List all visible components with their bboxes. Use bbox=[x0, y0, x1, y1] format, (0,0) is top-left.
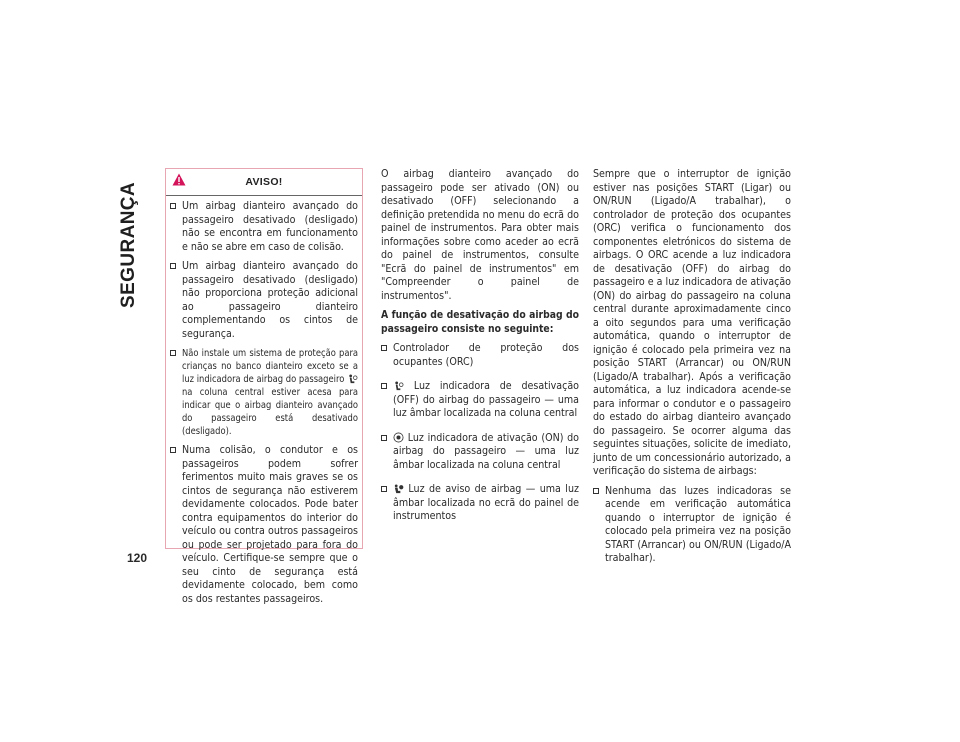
text-column-2 bbox=[381, 168, 579, 535]
list-item: Luz indicadora de ativação (ON) do airbag do passageiro — uma luz âmbar localizada na coluna central bbox=[381, 432, 579, 473]
subheading: A função de desativação do airbag do passageiro consiste no seguinte: bbox=[381, 309, 579, 335]
bullet-square-icon bbox=[381, 486, 387, 492]
bullet-square-icon bbox=[170, 203, 176, 209]
bullet-square-icon bbox=[170, 447, 176, 453]
bullet-square-icon bbox=[593, 488, 599, 494]
text-column-3 bbox=[593, 168, 791, 577]
bullet-square-icon bbox=[170, 263, 176, 269]
list-item: Luz de aviso de airbag — uma luz âmbar localizada no ecrã do painel de instrumentos bbox=[381, 483, 579, 524]
passenger-airbag-off-icon bbox=[347, 374, 358, 385]
list-item: Controlador de proteção dos ocupantes (ORC) bbox=[381, 342, 579, 369]
warning-header bbox=[166, 169, 362, 196]
list-item: Luz indicadora de desativação (OFF) do airbag do passageiro — uma luz âmbar localizada na coluna central bbox=[381, 380, 579, 421]
component-list bbox=[381, 342, 579, 524]
warning-item: Um airbag dianteiro avançado do passageiro desativado (desligado) não se encontra em funcionamento e não se abre em caso de colisão. bbox=[170, 200, 358, 254]
page-number: 120 bbox=[127, 551, 148, 565]
bullet-square-icon bbox=[381, 383, 387, 389]
bullet-square-icon bbox=[381, 345, 387, 351]
section-title: SEGURANÇA bbox=[118, 181, 139, 308]
warning-box bbox=[165, 168, 363, 605]
paragraph: Sempre que o interruptor de ignição estiver nas posições START (Ligar) ou ON/RUN (Ligado/A trabalhar), o controlador de proteção dos ocupantes (ORC) verifica o funcionamento dos componentes eletrónicos do sistema de airbags. O ORC acende a luz indicadora de desativação (OFF) do airbag do passageiro e a luz indicadora de ativação (ON) do airbag do passageiro na coluna central durante aproximadamente cinco a oito segundos para uma verificação automática, quando o interruptor de ignição é colocado pela primeira vez na posição START (Arrancar) ou ON/RUN (Ligado/A trabalhar). Após a verificação automática, a luz indicadora acende-se para informar o condutor e o passageiro do estado do airbag dianteiro avançado do passageiro. Se ocorrer alguma das seguintes situações, solicite de imediato, junto de um concessionário autorizado, a verificação do sistema de airbags: bbox=[593, 168, 791, 477]
warning-title: AVISO! bbox=[245, 176, 283, 188]
passenger-airbag-off-icon bbox=[393, 381, 404, 392]
warning-list bbox=[166, 196, 362, 606]
paragraph: O airbag dianteiro avançado do passageiro pode ser ativado (ON) ou desativado (OFF) selecionando a definição pretendida no menu do ecrã do painel de instrumentos. Para obter mais informações sobre como aceder ao ecrã do painel de instrumentos, consulte "Ecrã do painel de instrumentos" em "Compreender o painel de instrumentos". bbox=[381, 168, 579, 302]
bullet-square-icon bbox=[381, 435, 387, 441]
condition-list bbox=[593, 485, 791, 566]
list-item: Nenhuma das luzes indicadoras se acende em verificação automática quando o interruptor de ignição é colocado pela primeira vez na posição START (Arrancar) ou ON/RUN (Ligado/A trabalhar). bbox=[593, 485, 791, 566]
airbag-warning-icon bbox=[393, 484, 404, 495]
bullet-square-icon bbox=[170, 350, 176, 356]
passenger-airbag-on-icon bbox=[393, 432, 404, 443]
warning-item: Um airbag dianteiro avançado do passageiro desativado (desligado) não proporciona proteção adicional ao passageiro dianteiro complementando os cintos de segurança. bbox=[170, 260, 358, 341]
warning-item: Numa colisão, o condutor e os passageiros podem sofrer ferimentos muito mais graves se os cintos de segurança não estiverem devidamente colocados. Pode bater contra equipamentos do interior do veículo ou contra outros passageiros ou pode ser projetado para fora do veículo. Certifique-se sempre que o seu cinto de segurança está devidamente colocado, bem como os dos restantes passageiros. bbox=[170, 444, 358, 606]
warning-item: Não instale um sistema de proteção para crianças no banco dianteiro exceto se a luz indicadora de airbag do passageiro na coluna central estiver acesa para indicar que o airbag dianteiro avançado do passageiro está desativado (desligado). bbox=[170, 347, 358, 438]
